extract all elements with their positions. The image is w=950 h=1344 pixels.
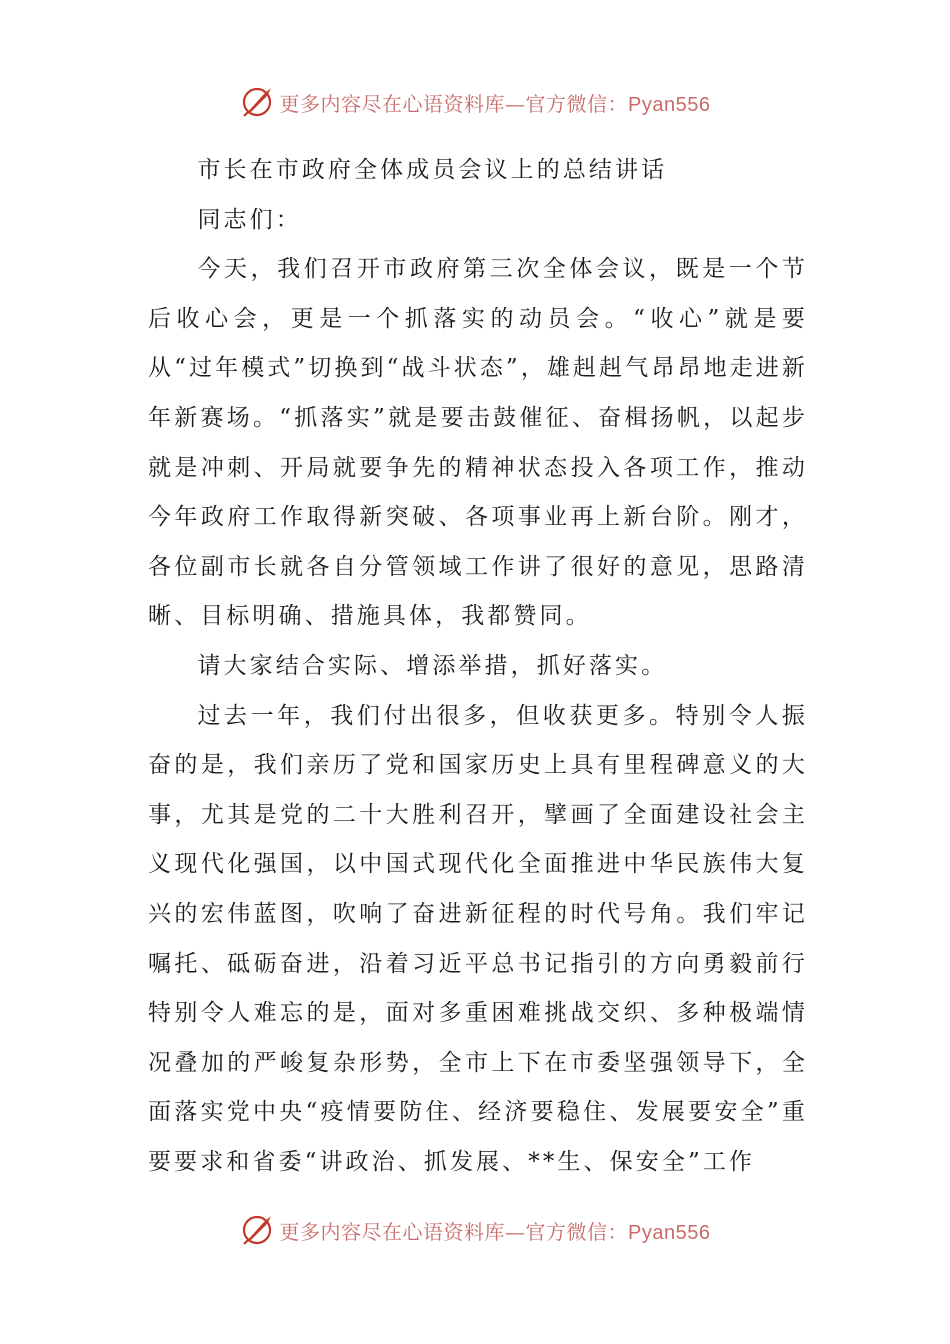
footer-banner bbox=[0, 1208, 950, 1252]
salutation: 同志们： bbox=[197, 206, 302, 233]
banner-message: 更多内容尽在心语资料库—官方微信： bbox=[279, 91, 629, 116]
header-banner bbox=[0, 80, 950, 124]
banner-message: 更多内容尽在心语资料库—官方微信： bbox=[279, 1219, 629, 1244]
paragraph-3: 过去一年，我们付出很多，但收获更多。特别令人振奋的是，我们亲历了党和国家历史上具有里程碑意义的大事，尤其是党的二十大胜利召开，擘画了全面建设社会主义现代化强国，以中国式现代化全面推进中华民族伟大复兴的宏伟蓝图，吹响了奋进新征程的时代号角。我们牢记嘱托、砥砺奋进，沿着习近平总书记指引的方向勇毅前行特别令人难忘的是，面对多重困难挑战交织、多种极端情况叠加的严峻复杂形势，全市上下在市委坚强领导下，全面落实党中央“疫情要防住、经济要稳住、发展要安全”重要要求和省委“讲政治、抓发展、**生、保安全”工作 bbox=[148, 702, 808, 1175]
wechat-id: Pyan556 bbox=[628, 1221, 711, 1244]
banner-text bbox=[280, 88, 711, 117]
quill-pen-logo-icon bbox=[240, 1213, 274, 1247]
document-body bbox=[148, 146, 808, 1187]
paragraph-1: 今天，我们召开市政府第三次全体会议，既是一个节后收心会，更是一个抓落实的动员会。“收心”就是要从“过年模式”切换到“战斗状态”，雄赳赳气昂昂地走进新年新赛场。“抓落实”就是要击鼓催征、奋楫扬帆，以起步就是冲刺、开局就要争先的精神状态投入各项工作，推动今年政府工作取得新突破、各项事业再上新台阶。刚才，各位副市长就各自分管领域工作讲了很好的意见，思路清晰、目标明确、措施具体，我都赞同。 bbox=[148, 256, 808, 630]
paragraph-2: 请大家结合实际、增添举措，抓好落实。 bbox=[197, 652, 668, 679]
document-title: 市长在市政府全体成员会议上的总结讲话 bbox=[197, 157, 668, 183]
banner-text bbox=[280, 1216, 711, 1245]
wechat-id: Pyan556 bbox=[628, 93, 711, 116]
quill-pen-logo-icon bbox=[240, 85, 274, 119]
